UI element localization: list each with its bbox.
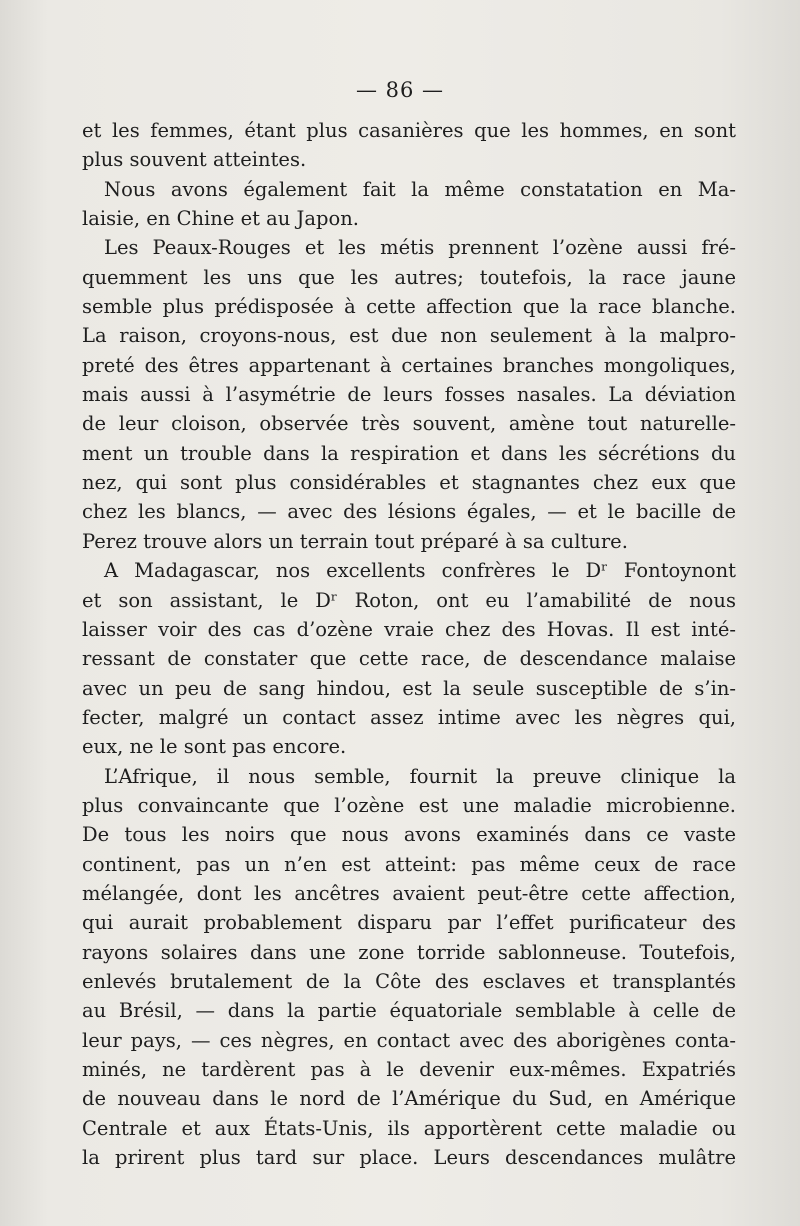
text-line: L’Afrique, il nous semble, fournit la preuve clinique la (104, 764, 736, 788)
text-line: plus souvent atteintes. (82, 148, 307, 172)
text-line: A Madagascar, nos excellents confrères le Dʳ Fontoynont (104, 559, 736, 583)
text-line: minés, ne tardèrent pas à le devenir eux-mêmes. Expatriés (82, 1058, 736, 1081)
text-line: Les Peaux-Rouges et les métis prennent l’ozène aussi fré- (104, 236, 736, 260)
body-text (82, 116, 736, 1172)
text-line: mais aussi à l’asymétrie de leurs fosses nasales. La déviation (82, 383, 736, 407)
text-line: nez, qui sont plus considérables et stagnantes chez eux que (82, 471, 736, 495)
text-line: eux, ne le sont pas encore. (82, 735, 347, 759)
text-line: de leur cloison, observée très souvent, amène tout naturelle- (82, 412, 736, 436)
text-line: Perez trouve alors un terrain tout préparé à sa culture. (82, 529, 628, 553)
text-line: Centrale et aux États-Unis, ils apportèrent cette maladie ou (82, 1116, 736, 1140)
text-line: ment un trouble dans la respiration et dans les sécrétions du (82, 441, 736, 465)
text-line: preté des êtres appartenant à certaines branches mongoliques, (82, 353, 736, 377)
text-line: la prirent plus tard sur place. Leurs descendances mulâtre (82, 1146, 736, 1170)
text-line: et les femmes, étant plus casanières que les hommes, en sont (82, 119, 736, 142)
text-line: semble plus prédisposée à cette affection que la race blanche. (82, 295, 736, 319)
text-line: rayons solaires dans une zone torride sablonneuse. Toutefois, (82, 940, 736, 964)
text-line: qui aurait probablement disparu par l’effet purificateur des (82, 911, 736, 935)
text-line: leur pays, — ces nègres, en contact avec des aborigènes conta- (82, 1028, 736, 1052)
text-line: La raison, croyons-nous, est due non seulement à la malpro- (82, 324, 736, 348)
text-line: mélangée, dont les ancêtres avaient peut-être cette affection, (82, 881, 736, 905)
text-line: laisser voir des cas d’ozène vraie chez des Hovas. Il est inté- (82, 617, 736, 641)
text-line: quemment les uns que les autres; toutefois, la race jaune (82, 265, 736, 289)
text-line: avec un peu de sang hindou, est la seule susceptible de s’in- (82, 676, 736, 700)
text-line: et son assistant, le Dʳ Roton, ont eu l’amabilité de nous (82, 588, 736, 612)
text-line: de nouveau dans le nord de l’Amérique du Sud, en Amérique (82, 1087, 736, 1111)
text-line: ressant de constater que cette race, de descendance malaise (82, 647, 736, 671)
text-line: enlevés brutalement de la Côte des esclaves et transplantés (82, 969, 736, 993)
text-line: laisie, en Chine et au Japon. (82, 207, 359, 231)
page-number: — 86 — (355, 78, 445, 102)
text-line: Nous avons également fait la même constatation en Ma- (104, 177, 736, 201)
text-line: fecter, malgré un contact assez intime avec les nègres qui, (82, 705, 736, 729)
text-line: continent, pas un n’en est atteint: pas même ceux de race (82, 852, 736, 876)
text-line: plus convaincante que l’ozène est une maladie microbienne. (82, 793, 736, 817)
text-line: au Brésil, — dans la partie équatoriale semblable à celle de (82, 999, 736, 1023)
text-line: De tous les noirs que nous avons examinés dans ce vaste (82, 823, 736, 847)
text-line: chez les blancs, — avec des lésions égales, — et le bacille de (82, 500, 736, 524)
